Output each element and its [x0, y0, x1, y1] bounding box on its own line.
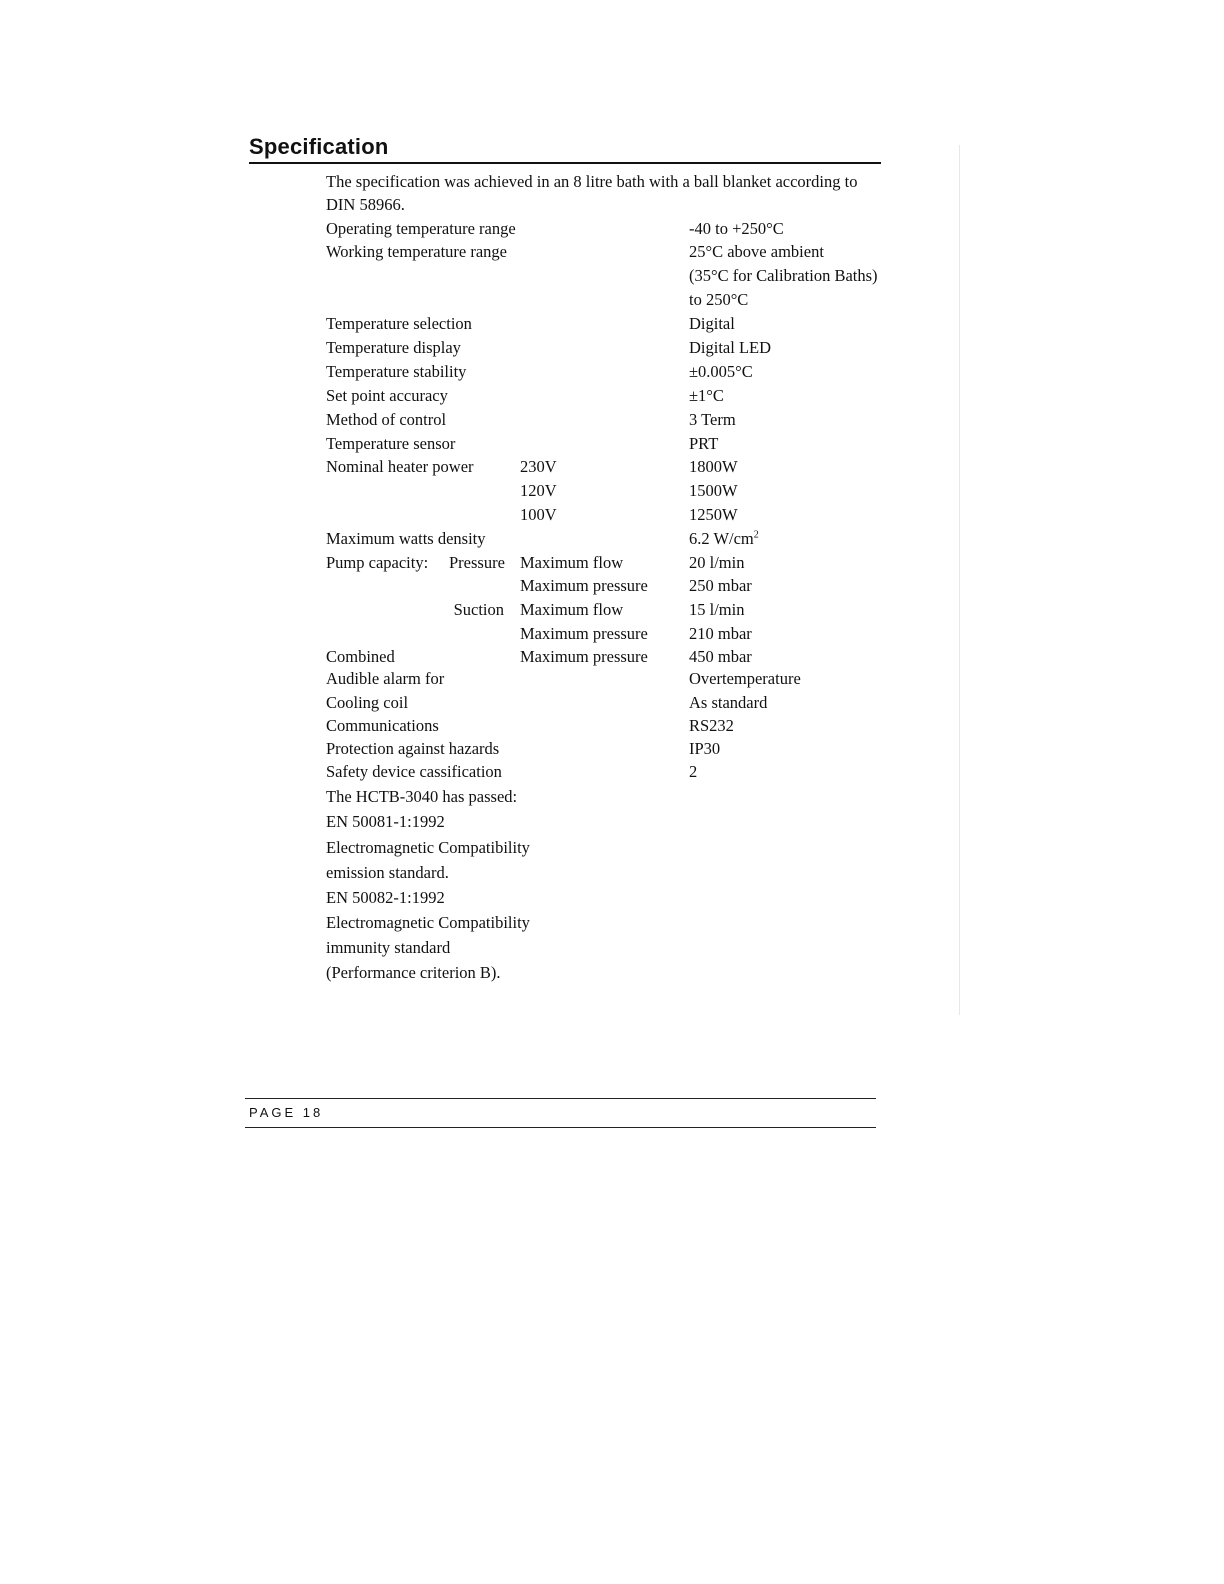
spec-heater-voltage-120: 120V: [520, 481, 557, 500]
spec-value-working-range-note: (35°C for Calibration Baths): [689, 266, 878, 285]
spec-label-pressure-flow: Maximum flow: [520, 553, 624, 572]
spec-label-temp-selection: Temperature selection: [326, 314, 472, 333]
scan-edge-artifact: [959, 145, 960, 1015]
compliance-line: Electromagnetic Compatibility: [326, 913, 530, 932]
page-number: PAGE 18: [249, 1105, 324, 1120]
page-title: Specification: [249, 134, 389, 159]
spec-label-set-point: Set point accuracy: [326, 386, 448, 405]
spec-value-comms: RS232: [689, 716, 734, 735]
spec-value-operating-range: -40 to +250°C: [689, 219, 784, 238]
spec-value-combined-pressure: 450 mbar: [689, 647, 752, 666]
spec-label-control: Method of control: [326, 410, 447, 429]
watts-density-superscript: 2: [753, 529, 759, 541]
spec-value-pressure-flow: 20 l/min: [689, 553, 745, 572]
spec-label-temp-stability: Temperature stability: [326, 362, 467, 381]
spec-value-temp-stability: ±0.005°C: [689, 362, 753, 381]
compliance-line: The HCTB-3040 has passed:: [326, 787, 518, 806]
spec-heater-power-230: 1800W: [689, 457, 738, 476]
intro-paragraph: The specification was achieved in an 8 litre bath with a ball blanket according to DIN 58966.: [326, 172, 858, 214]
spec-value-safety: 2: [689, 762, 698, 781]
spec-value-temp-display: Digital LED: [689, 338, 772, 357]
spec-heater-voltage-100: 100V: [520, 505, 557, 524]
spec-label-pump-pressure: Pressure: [449, 553, 505, 572]
spec-label-combined-pressure: Maximum pressure: [520, 647, 648, 666]
compliance-line: emission standard.: [326, 863, 449, 882]
spec-heater-voltage-230: 230V: [520, 457, 557, 476]
spec-value-watts-density: [689, 529, 759, 549]
spec-label-safety: Safety device cassification: [326, 762, 502, 781]
spec-value-sensor: PRT: [689, 434, 719, 453]
spec-label-combined: Combined: [326, 647, 395, 666]
spec-value-alarm: Overtemperature: [689, 669, 801, 688]
spec-value-set-point: ±1°C: [689, 386, 724, 405]
watts-density-value: 6.2 W/cm: [689, 529, 754, 548]
title-rule: [249, 162, 881, 164]
spec-value-suction-pressure: 210 mbar: [689, 624, 752, 643]
spec-heater-power-120: 1500W: [689, 481, 738, 500]
spec-value-suction-flow: 15 l/min: [689, 600, 745, 619]
spec-label-heater: Nominal heater power: [326, 457, 474, 476]
spec-value-protection: IP30: [689, 739, 721, 758]
compliance-line: EN 50082-1:1992: [326, 888, 445, 907]
spec-value-cooling: As standard: [689, 693, 768, 712]
compliance-line: immunity standard: [326, 938, 451, 957]
spec-value-working-range-max: to 250°C: [689, 290, 749, 309]
spec-label-pressure-pressure: Maximum pressure: [520, 576, 648, 595]
spec-label-comms: Communications: [326, 716, 439, 735]
compliance-line: Electromagnetic Compatibility: [326, 838, 530, 857]
spec-label-pump: Pump capacity:: [326, 553, 429, 572]
spec-label-suction-pressure: Maximum pressure: [520, 624, 648, 643]
spec-label-alarm: Audible alarm for: [326, 669, 445, 688]
spec-label-protection: Protection against hazards: [326, 739, 500, 758]
footer-rule-top: [245, 1098, 876, 1099]
spec-value-temp-selection: Digital: [689, 314, 735, 333]
spec-label-watts-density: Maximum watts density: [326, 529, 486, 548]
spec-label-temp-display: Temperature display: [326, 338, 461, 357]
spec-value-pressure-pressure: 250 mbar: [689, 576, 752, 595]
spec-value-control: 3 Term: [689, 410, 736, 429]
spec-label-suction-flow: Maximum flow: [520, 600, 624, 619]
spec-label-operating-range: Operating temperature range: [326, 219, 516, 238]
spec-label-sensor: Temperature sensor: [326, 434, 456, 453]
compliance-line: EN 50081-1:1992: [326, 812, 445, 831]
spec-label-working-range: Working temperature range: [326, 242, 508, 261]
spec-label-cooling: Cooling coil: [326, 693, 409, 712]
spec-value-working-range: 25°C above ambient: [689, 242, 824, 261]
spec-heater-power-100: 1250W: [689, 505, 738, 524]
footer-rule-bottom: [245, 1127, 876, 1128]
spec-label-pump-suction: Suction: [453, 600, 504, 619]
compliance-line: (Performance criterion B).: [326, 963, 501, 982]
